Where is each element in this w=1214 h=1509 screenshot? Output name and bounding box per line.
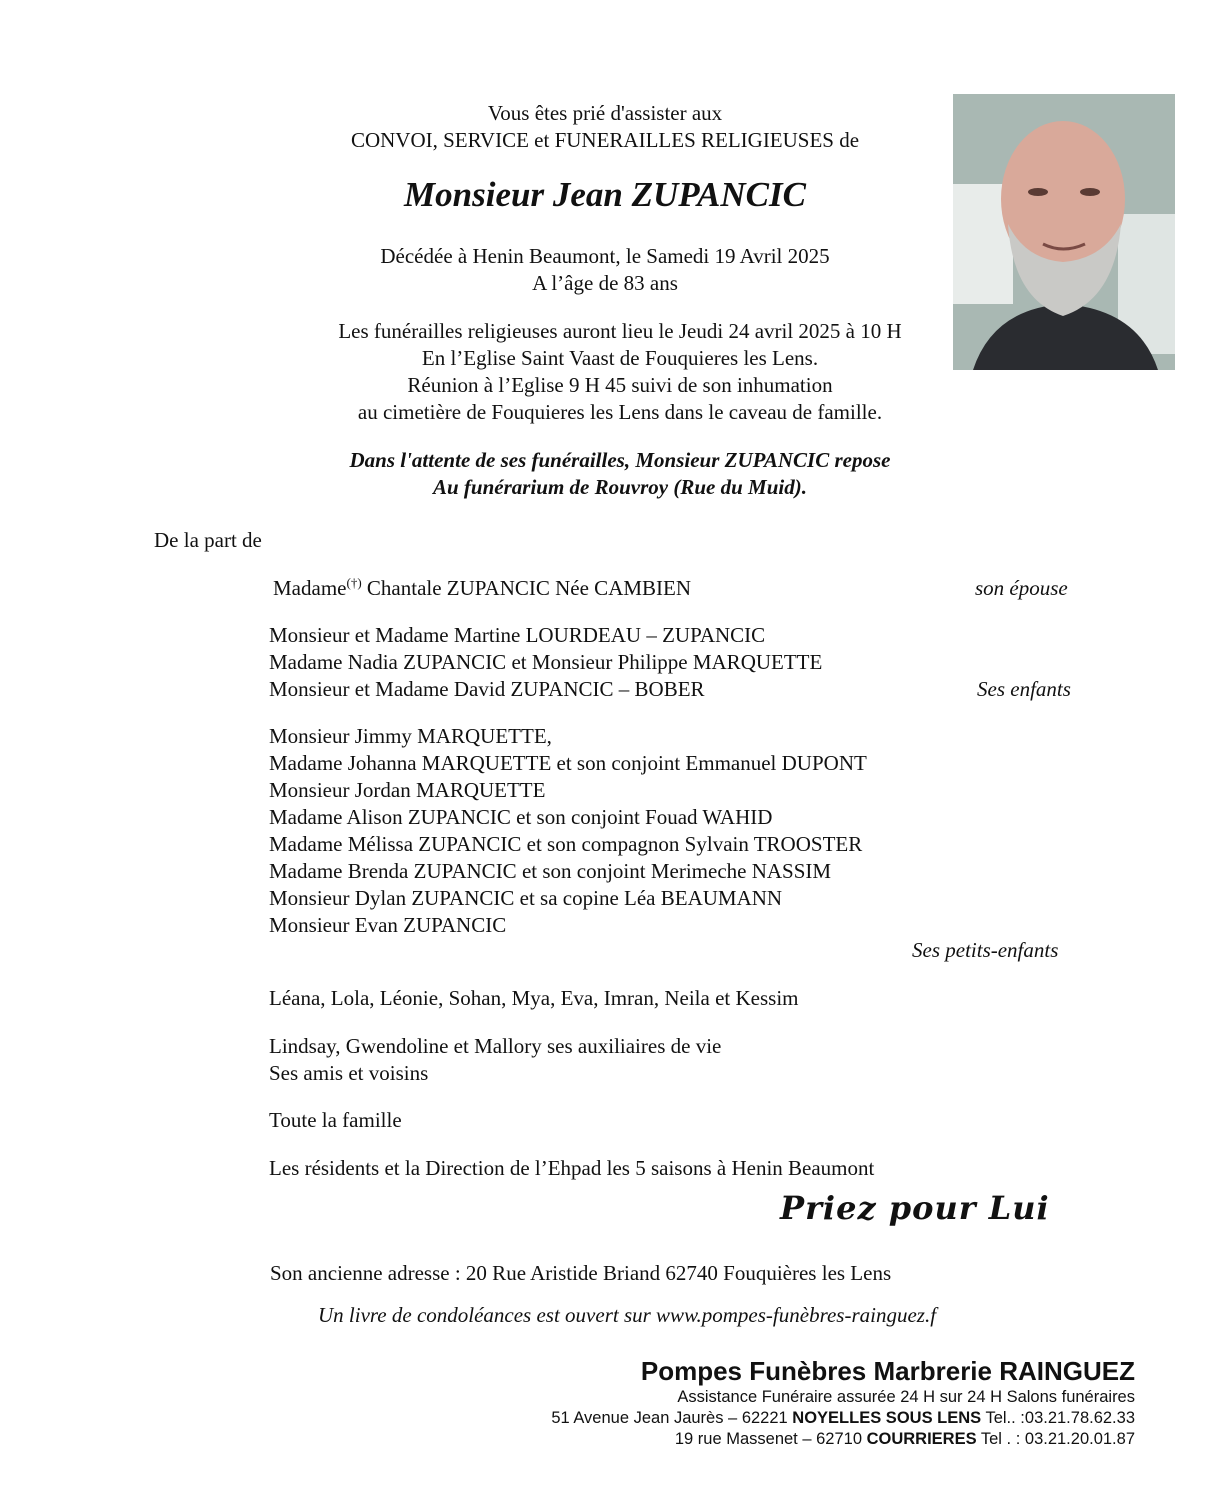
from-label: De la part de [154,528,262,552]
ceremony-line: Réunion à l’Eglise 9 H 45 suivi de son inhumation [407,373,833,397]
death-line-2: A l’âge de 83 ans [532,271,678,295]
list-item: Madame Brenda ZUPANCIC et son conjoint Merimeche NASSIM [269,859,832,883]
deceased-mark: (†) [346,575,362,590]
list-item: Monsieur Jimmy MARQUETTE, [269,724,552,748]
former-address: Son ancienne adresse : 20 Rue Aristide Briand 62740 Fouquières les Lens [270,1261,892,1285]
list-item: Monsieur Jordan MARQUETTE [269,778,546,802]
list-item: Madame Mélissa ZUPANCIC et son compagnon Sylvain TROOSTER [269,832,863,856]
list-item: Lindsay, Gwendoline et Mallory ses auxiliaires de vie [269,1034,722,1058]
invitation-line-2: CONVOI, SERVICE et FUNERAILLES RELIGIEUSES de [350,128,860,152]
repose-line: Au funérarium de Rouvroy (Rue du Muid). [433,475,807,499]
ceremony-line: En l’Eglise Saint Vaast de Fouquieres les Lens. [421,346,819,370]
list-item: Ses amis et voisins [269,1061,429,1085]
death-info [300,243,910,297]
list-item: Monsieur et Madame Martine LOURDEAU – ZUPANCIC [269,623,766,647]
list-item: Madame Alison ZUPANCIC et son conjoint Fouad WAHID [269,805,773,829]
ceremony-info [280,318,960,426]
children-list [269,622,822,703]
prayer-signature: Priez pour Lui [780,1189,1050,1227]
children-role: Ses enfants [977,677,1071,701]
assistance-line: Assistance Funéraire assurée 24 H sur 24 H Salons funéraires [677,1388,1135,1406]
spouse-title: Madame [273,576,347,600]
condolences-note: Un livre de condoléances est ouvert sur www.pompes-funèbres-rainguez.f [318,1303,937,1327]
funeral-home-footer [551,1355,1135,1450]
repose-line: Dans l'attente de ses funérailles, Monsieur ZUPANCIC repose [349,448,891,472]
invitation-line-1: Vous êtes prié d'assister aux [487,101,723,125]
branch-street: 51 Avenue Jean Jaurès – 62221 [551,1409,793,1427]
spouse-line [273,575,691,602]
branch-phone: Tel . : 03.21.20.01.87 [976,1430,1135,1448]
family-line: Toute la famille [269,1108,402,1132]
repose-info [280,447,960,501]
list-item: Madame Johanna MARQUETTE et son conjoint Emmanuel DUPONT [269,751,867,775]
carers-list [269,1033,721,1087]
branch-line-1 [551,1408,1135,1429]
spouse-name: Chantale ZUPANCIC Née CAMBIEN [361,576,692,600]
list-item: Monsieur Dylan ZUPANCIC et sa copine Léa BEAUMANN [269,886,783,910]
death-line-1: Décédée à Henin Beaumont, le Samedi 19 Avril 2025 [380,244,830,268]
branch-line-2 [551,1429,1135,1450]
list-item: Madame Nadia ZUPANCIC et Monsieur Philippe MARQUETTE [269,650,823,674]
great-grandchildren: Léana, Lola, Léonie, Sohan, Mya, Eva, Imran, Neila et Kessim [269,986,799,1010]
spouse-role: son épouse [975,576,1068,600]
branch-city: NOYELLES SOUS LENS [792,1409,982,1427]
ceremony-line: au cimetière de Fouquieres les Lens dans le caveau de famille. [357,400,883,424]
branch-street: 19 rue Massenet – 62710 [674,1430,867,1448]
residents-line: Les résidents et la Direction de l’Ehpad les 5 saisons à Henin Beaumont [269,1156,875,1180]
portrait-illustration [953,94,1175,370]
invitation-text [300,100,910,154]
grandchildren-role: Ses petits-enfants [912,938,1059,962]
ceremony-line: Les funérailles religieuses auront lieu le Jeudi 24 avril 2025 à 10 H [338,319,902,343]
list-item: Monsieur Evan ZUPANCIC [269,913,507,937]
branch-city: COURRIERES [866,1430,977,1448]
list-item: Monsieur et Madame David ZUPANCIC – BOBER [269,677,705,701]
branch-phone: Tel.. :03.21.78.62.33 [981,1409,1135,1427]
portrait-photo [953,94,1175,370]
grandchildren-list [269,723,867,939]
deceased-name: Monsieur Jean ZUPANCIC [404,175,806,214]
company-name: Pompes Funèbres Marbrerie RAINGUEZ [640,1356,1135,1386]
